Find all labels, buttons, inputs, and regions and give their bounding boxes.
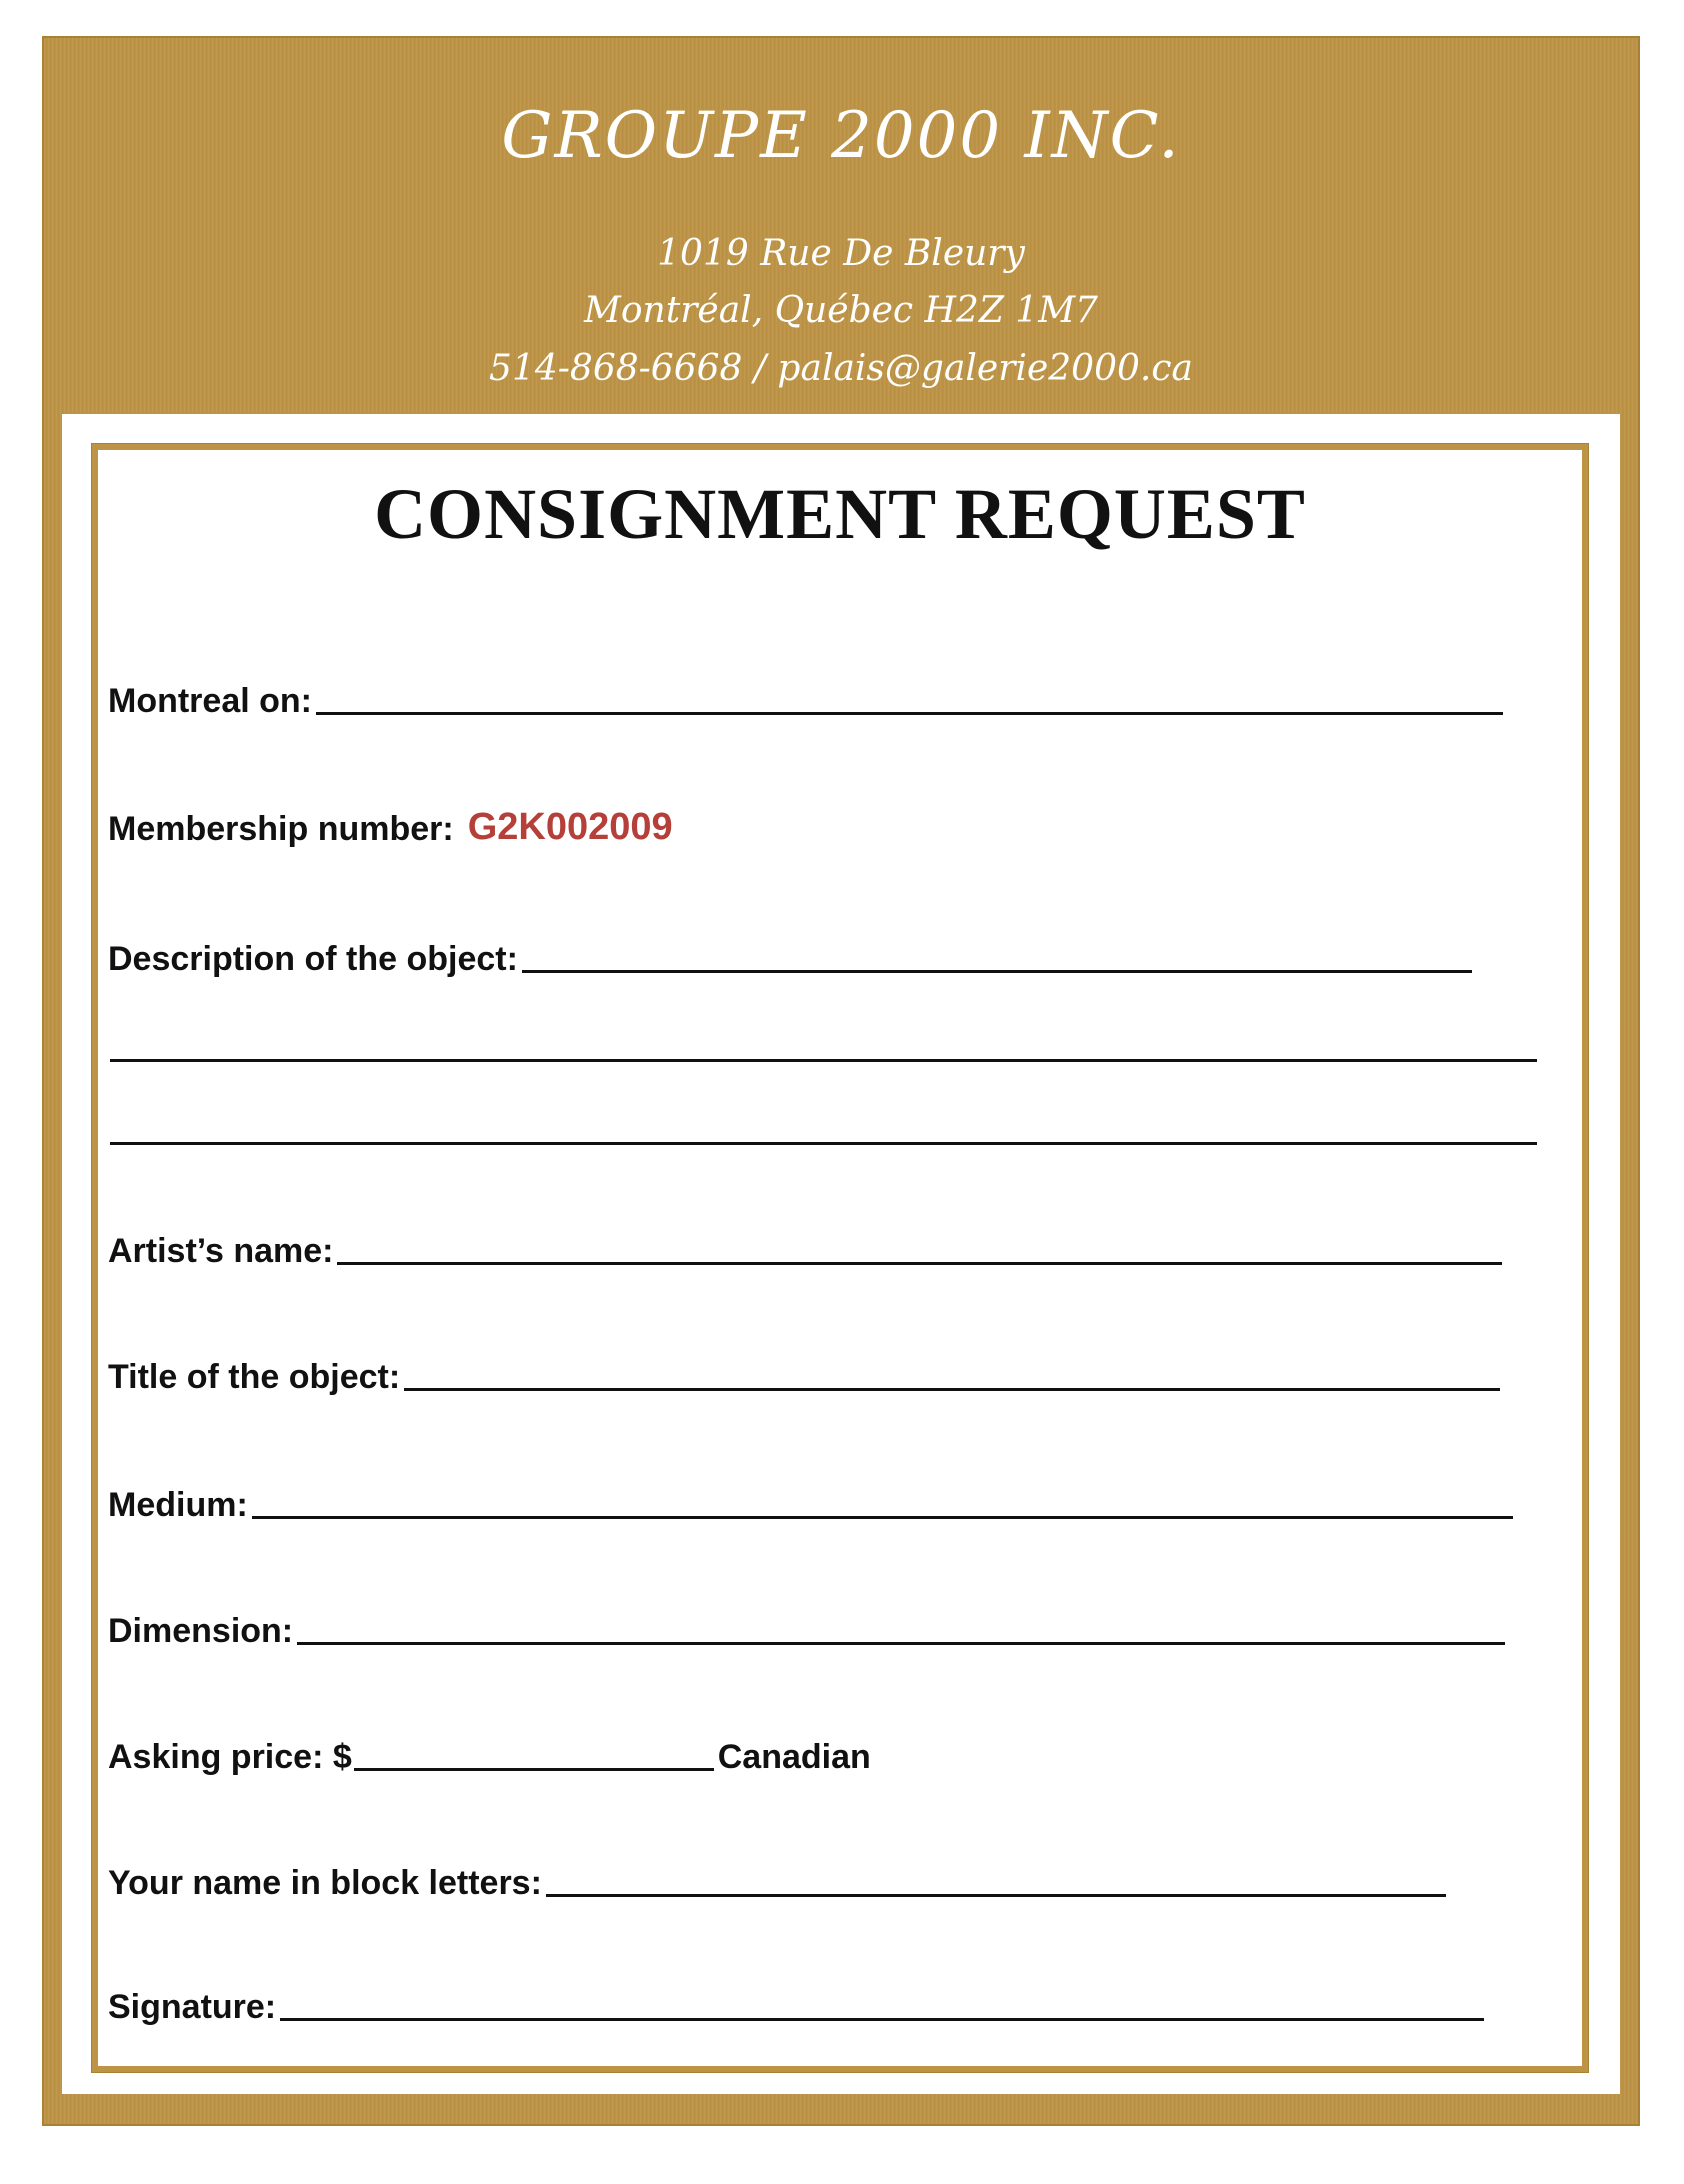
description-input[interactable] bbox=[522, 970, 1472, 973]
field-membership bbox=[108, 802, 673, 846]
field-dimension bbox=[108, 1604, 1505, 1648]
field-medium bbox=[108, 1478, 1513, 1522]
street-address: 1019 Rue De Bleury bbox=[657, 233, 1025, 274]
description-label: Description of the object: bbox=[108, 940, 518, 978]
description-line-3[interactable] bbox=[110, 1142, 1537, 1145]
title-input[interactable] bbox=[404, 1388, 1500, 1391]
description-line-2[interactable] bbox=[110, 1059, 1537, 1062]
letterhead bbox=[44, 38, 1638, 414]
signature-input[interactable] bbox=[280, 2018, 1484, 2021]
field-title bbox=[108, 1350, 1500, 1394]
asking-price-label: Asking price: $ bbox=[108, 1738, 352, 1776]
field-asking-price bbox=[108, 1730, 871, 1774]
name-block-label: Your name in block letters: bbox=[108, 1864, 542, 1902]
medium-input[interactable] bbox=[252, 1516, 1513, 1519]
artist-label: Artist’s name: bbox=[108, 1232, 334, 1270]
dimension-input[interactable] bbox=[297, 1642, 1505, 1645]
title-label: Title of the object: bbox=[108, 1358, 401, 1396]
form-panel bbox=[62, 414, 1620, 2094]
field-signature bbox=[108, 1980, 1484, 2024]
field-name-block bbox=[108, 1856, 1446, 1900]
signature-label: Signature: bbox=[108, 1988, 277, 2026]
membership-label: Membership number: bbox=[108, 810, 454, 848]
medium-label: Medium: bbox=[108, 1486, 248, 1524]
artist-input[interactable] bbox=[337, 1262, 1502, 1265]
field-description bbox=[108, 932, 1472, 976]
field-montreal-on bbox=[108, 674, 1503, 718]
membership-number: G2K002009 bbox=[467, 806, 673, 848]
field-artist bbox=[108, 1224, 1502, 1268]
currency-label: Canadian bbox=[717, 1738, 871, 1776]
montreal-on-input[interactable] bbox=[316, 712, 1503, 715]
city-address: Montréal, Québec H2Z 1M7 bbox=[584, 290, 1098, 331]
contact-line: 514-868-6668 / palais@galerie2000.ca bbox=[489, 348, 1193, 389]
form-box bbox=[92, 444, 1588, 2072]
page-frame bbox=[42, 36, 1640, 2126]
name-block-input[interactable] bbox=[546, 1894, 1446, 1897]
company-name: GROUPE 2000 INC. bbox=[501, 99, 1181, 173]
asking-price-input[interactable] bbox=[354, 1768, 714, 1771]
form-title: CONSIGNMENT REQUEST bbox=[374, 474, 1306, 554]
montreal-on-label: Montreal on: bbox=[108, 682, 312, 720]
dimension-label: Dimension: bbox=[108, 1612, 294, 1650]
